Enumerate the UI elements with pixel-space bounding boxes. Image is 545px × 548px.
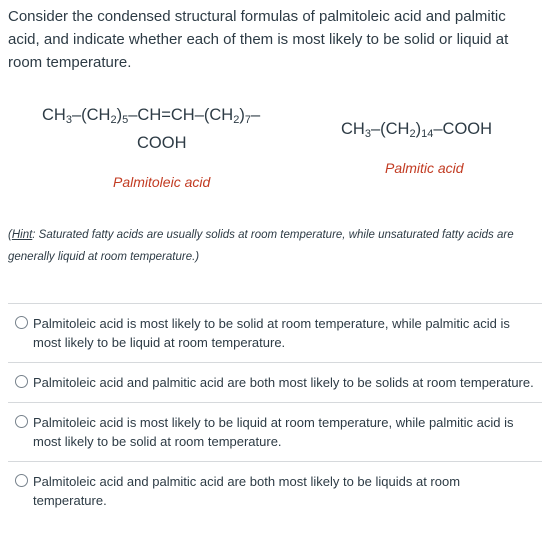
radio-button[interactable]	[15, 415, 28, 428]
answer-option-label: Palmitoleic acid and palmitic acid are both most likely to be liquids at room temperature.	[33, 474, 461, 508]
formula-text: –(CH	[370, 120, 410, 138]
radio-button[interactable]	[15, 316, 28, 329]
answer-option-3[interactable]	[8, 403, 542, 462]
formula-text: –CH=CH–(CH	[128, 106, 234, 124]
answer-option-1[interactable]	[8, 304, 542, 363]
answer-option-4[interactable]	[8, 462, 542, 520]
formula-text: –(CH	[71, 106, 111, 124]
radio-button[interactable]	[15, 375, 28, 388]
palmitoleic-caption: Palmitoleic acid	[113, 174, 211, 190]
question-text: Consider the condensed structural formulas of palmitoleic acid and palmitic acid, and indicate whether each of them is most likely to be solid or liquid at room temperature.	[8, 8, 509, 71]
formula-subscript: 7	[244, 114, 251, 126]
formula-text: )	[239, 106, 245, 124]
formula-text: CH	[42, 106, 66, 124]
formula-subscript: 14	[421, 128, 434, 140]
answer-option-label: Palmitoleic acid is most likely to be liquid at room temperature, while palmitic acid is most likely to be solid at room temperature.	[33, 415, 514, 449]
palmitoleic-formula-line2: COOH	[137, 134, 187, 152]
answer-options	[8, 303, 542, 520]
formula-subscript: 2	[233, 114, 240, 126]
hint-open: (	[8, 229, 12, 241]
formula-text: )	[415, 120, 422, 138]
hint-text	[8, 224, 540, 268]
palmitoleic-formula-line1	[42, 106, 260, 125]
formula-subscript: 3	[65, 114, 72, 126]
answer-option-label: Palmitoleic acid and palmitic acid are both most likely to be solids at room temperature.	[33, 375, 534, 390]
palmitic-formula	[341, 120, 492, 139]
formula-text: –COOH	[433, 120, 493, 138]
palmitic-caption: Palmitic acid	[385, 160, 464, 176]
answer-option-label: Palmitoleic acid is most likely to be solid at room temperature, while palmitic acid is most likely to be liquid at room temperature.	[33, 316, 510, 350]
formula-subscript: 3	[364, 128, 371, 140]
formula-subscript: 2	[409, 128, 416, 140]
formula-text: )	[116, 106, 123, 124]
answer-option-2[interactable]	[8, 363, 542, 403]
hint-label: Hint	[11, 229, 33, 241]
formula-text: CH	[341, 120, 365, 138]
formula-text: –	[250, 106, 261, 124]
radio-button[interactable]	[15, 474, 28, 487]
formula-subscript: 2	[110, 114, 117, 126]
hint-body: : Saturated fatty acids are usually solids at room temperature, while unsaturated fatty acids are generally liquid at room temperature.)	[8, 229, 514, 263]
formula-subscript: 5	[122, 114, 129, 126]
